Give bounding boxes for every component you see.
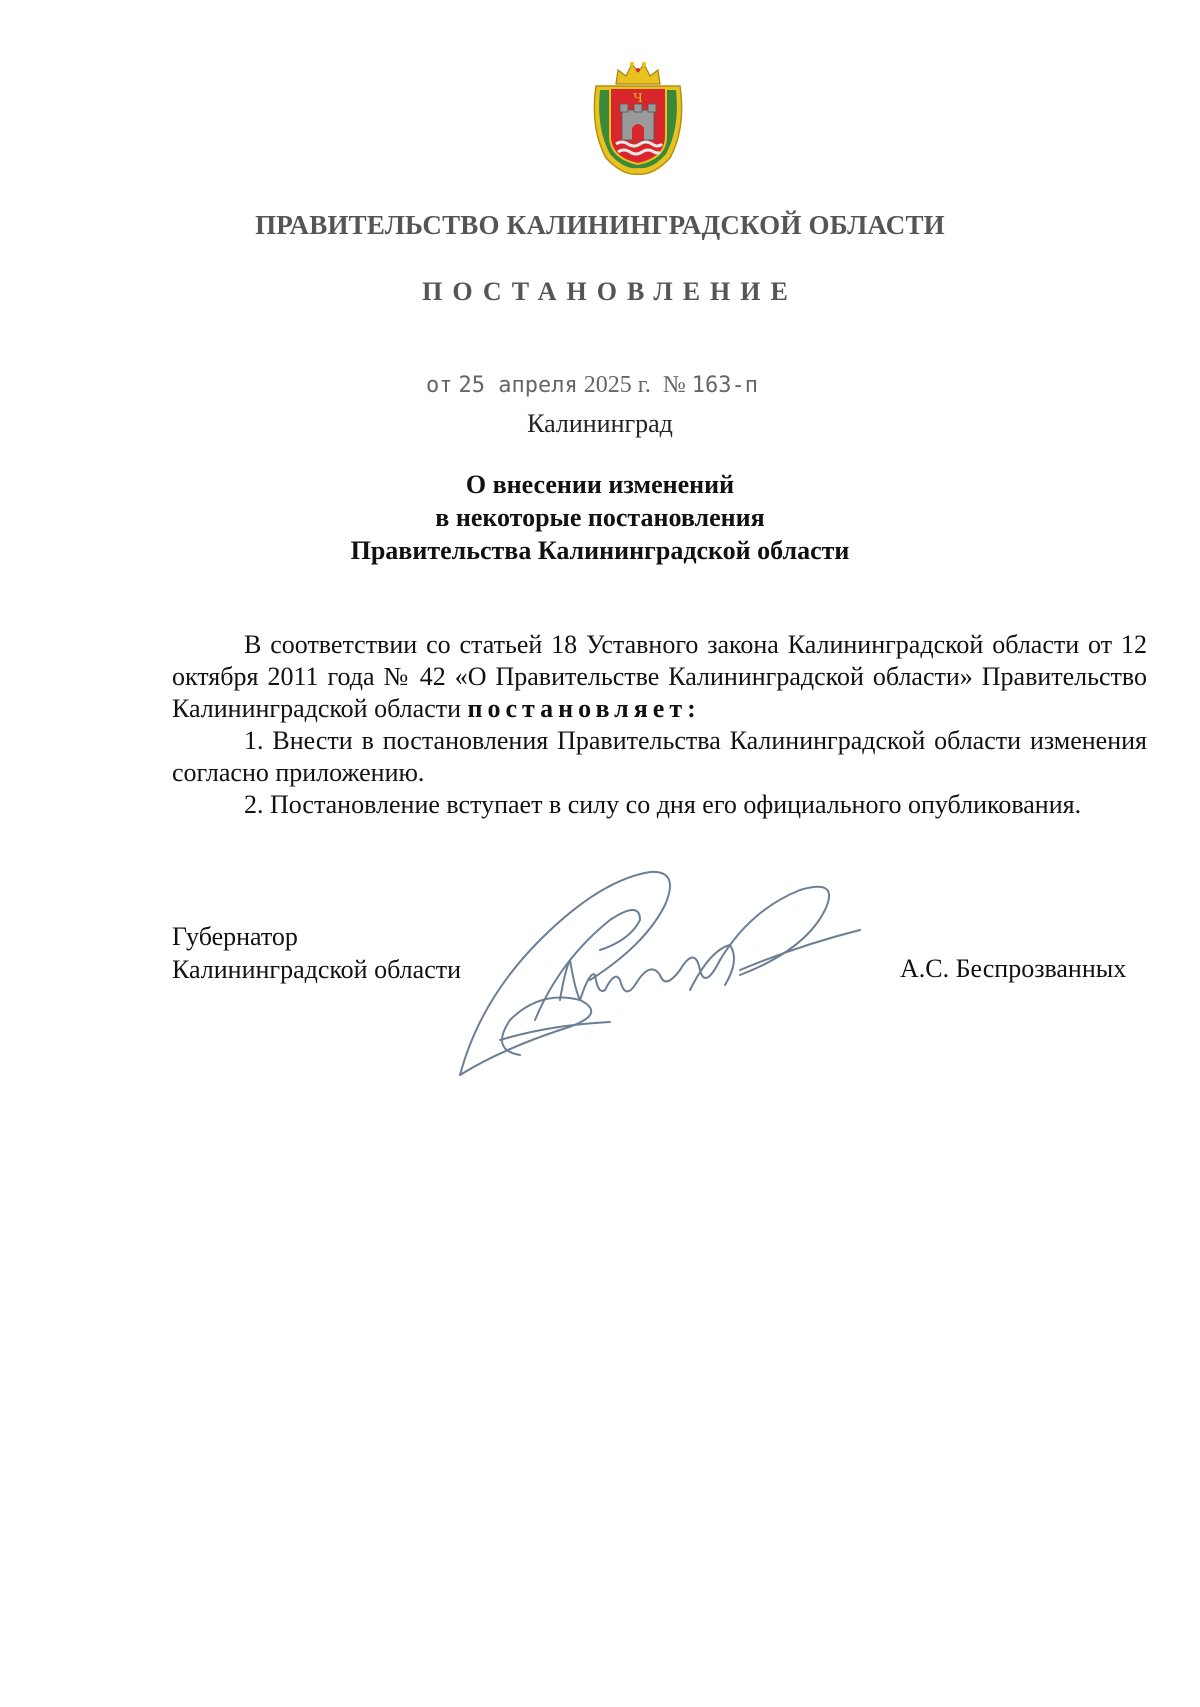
place-of-issue: Калининград: [527, 409, 673, 438]
position-line-2: Калининградской области: [172, 955, 462, 984]
body-paragraph-item-1: 1. Внести в постановления Правительства Калининградской области изменения согласно приложению.: [172, 726, 1147, 787]
handwritten-signature: [440, 850, 920, 1100]
date-prefix: от: [426, 373, 453, 398]
body-paragraph-item-2: 2. Постановление вступает в силу со дня его официального опубликования.: [244, 790, 1082, 819]
date-number-line: [426, 372, 758, 399]
subject-line-1: О внесении изменений: [465, 470, 735, 499]
number-sign: №: [662, 372, 686, 398]
body-paragraph-preamble: [172, 629, 1147, 725]
document-number: 163-п: [691, 373, 758, 398]
signatory-position: [172, 920, 461, 986]
date-year: 2025 г.: [583, 372, 651, 398]
coat-of-arms-emblem: [588, 58, 688, 178]
resolves-word: постановляет:: [467, 694, 701, 723]
document-subject: [0, 468, 1200, 567]
signatory-name: А.С. Беспрозванных: [900, 954, 1127, 983]
position-line-1: Губернатор: [172, 922, 298, 951]
government-title: ПРАВИТЕЛЬСТВО КАЛИНИНГРАДСКОЙ ОБЛАСТИ: [255, 210, 945, 240]
document-body: [172, 629, 1147, 821]
svg-text:Ч: Ч: [633, 91, 643, 105]
subject-line-2: в некоторые постановления: [435, 503, 765, 532]
preamble-text: В соответствии со статьей 18 Уставного закона Калининградской области от 12 октября 2011 года № 42 «О Правительстве Калининградской области» Правительство Калининградской области: [172, 630, 1147, 723]
date-day-month: 25 апреля: [458, 373, 578, 398]
subject-line-3: Правительства Калининградской области: [350, 536, 850, 565]
document-type-title: ПОСТАНОВЛЕНИЕ: [422, 277, 798, 306]
